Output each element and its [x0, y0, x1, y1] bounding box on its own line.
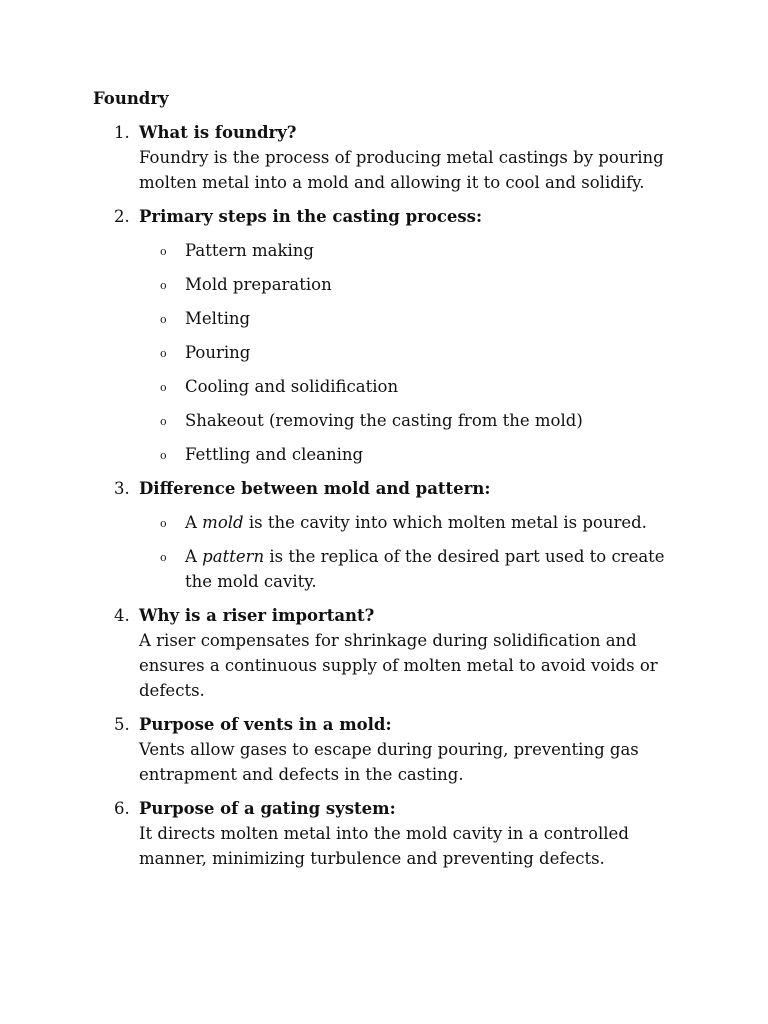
- qa-item-gating-system: [93, 796, 693, 871]
- item-number: 3.: [114, 479, 130, 498]
- list-item: [139, 340, 693, 365]
- item-number: 1.: [114, 123, 130, 142]
- bullet-icon: o: [160, 449, 167, 462]
- qa-item-casting-steps: [93, 204, 693, 467]
- step-text: Melting: [185, 309, 251, 328]
- step-text: Cooling and solidification: [185, 377, 399, 396]
- item-number: 4.: [114, 606, 130, 625]
- bullet-icon: o: [160, 517, 167, 530]
- qa-item-riser: [93, 603, 693, 703]
- bullet-icon: o: [160, 313, 167, 326]
- question-heading: Purpose of a gating system:: [139, 799, 396, 818]
- question-heading: What is foundry?: [139, 123, 297, 142]
- point-prefix: A: [185, 513, 203, 532]
- step-text: Mold preparation: [185, 275, 332, 294]
- question-heading: Difference between mold and pattern:: [139, 479, 491, 498]
- document-title: Foundry: [93, 89, 169, 108]
- bullet-icon: o: [160, 415, 167, 428]
- casting-steps-list: [139, 238, 693, 467]
- list-item: [139, 374, 693, 399]
- question-heading: Purpose of vents in a mold:: [139, 715, 392, 734]
- question-heading: Why is a riser important?: [139, 606, 375, 625]
- bullet-icon: o: [160, 245, 167, 258]
- list-item: [139, 238, 693, 263]
- item-number: 5.: [114, 715, 130, 734]
- document-page: [93, 86, 693, 880]
- list-item: [139, 442, 693, 467]
- step-text: Pouring: [185, 343, 251, 362]
- qa-item-mold-vs-pattern: [93, 476, 693, 594]
- qa-list: [93, 120, 693, 871]
- question-heading: Primary steps in the casting process:: [139, 207, 483, 226]
- answer-text: A riser compensates for shrinkage during solidification and ensures a continuous supply of molten metal to avoid voids or defects.: [139, 631, 658, 700]
- answer-text: It directs molten metal into the mold cavity in a controlled manner, minimizing turbulence and preventing defects.: [139, 824, 629, 868]
- list-item: [139, 510, 693, 535]
- answer-text: Vents allow gases to escape during pouring, preventing gas entrapment and defects in the casting.: [139, 740, 639, 784]
- answer-text: Foundry is the process of producing metal castings by pouring molten metal into a mold and allowing it to cool and solidify.: [139, 148, 664, 192]
- list-item: [139, 544, 693, 594]
- bullet-icon: o: [160, 381, 167, 394]
- point-text: [185, 513, 647, 532]
- mold-pattern-list: [139, 510, 693, 594]
- step-text: Pattern making: [185, 241, 314, 260]
- item-number: 2.: [114, 207, 130, 226]
- bullet-icon: o: [160, 347, 167, 360]
- point-rest: is the cavity into which molten metal is poured.: [243, 513, 647, 532]
- point-rest: is the replica of the desired part used to create the mold cavity.: [185, 547, 665, 591]
- term-mold: mold: [202, 513, 244, 532]
- step-text: Shakeout (removing the casting from the mold): [185, 411, 583, 430]
- qa-item-vents: [93, 712, 693, 787]
- bullet-icon: o: [160, 551, 167, 564]
- step-text: Fettling and cleaning: [185, 445, 364, 464]
- list-item: [139, 272, 693, 297]
- bullet-icon: o: [160, 279, 167, 292]
- point-prefix: A: [185, 547, 203, 566]
- point-text: [185, 547, 665, 591]
- item-number: 6.: [114, 799, 130, 818]
- term-pattern: pattern: [202, 547, 265, 566]
- list-item: [139, 306, 693, 331]
- qa-item-what-is-foundry: [93, 120, 693, 195]
- list-item: [139, 408, 693, 433]
